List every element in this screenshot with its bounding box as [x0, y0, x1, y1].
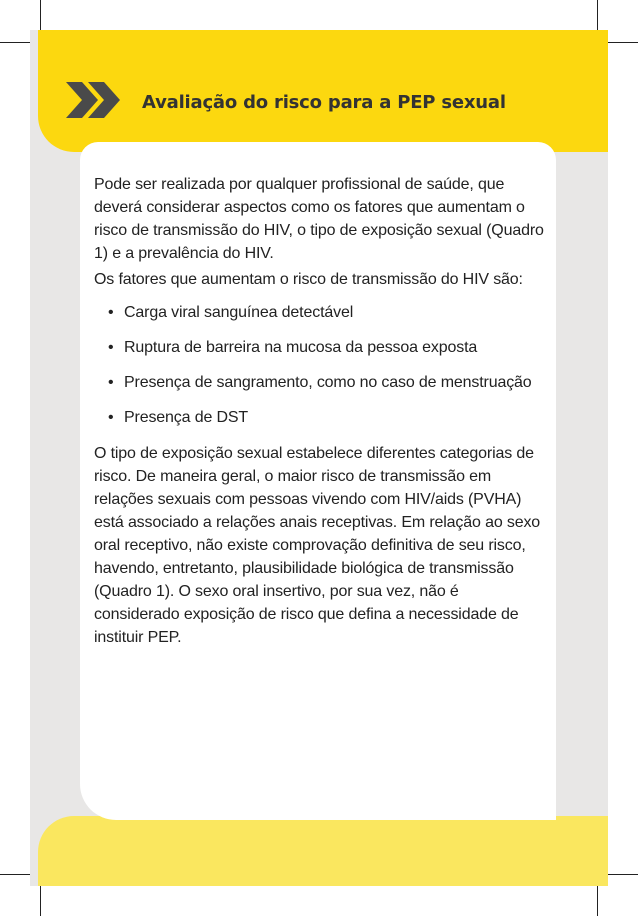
crop-mark — [597, 0, 598, 30]
crop-mark — [0, 874, 30, 875]
bullet: • — [108, 374, 114, 391]
bullet: • — [108, 409, 114, 426]
closing-paragraph: O tipo de exposição sexual estabelece diferentes categorias de risco. De maneira geral, o maior risco de transmissão em relações sexuais com pessoas vivendo com HIV/aids (PVHA) está associado a relações anais receptivas. Em relação ao sexo oral receptivo, não existe comprovação definitiva de seu risco, havendo, entretanto, plausibilidade biológica de transmissão (Quadro 1). O sexo oral insertivo, por sua vez, não é considerado exposição de risco que defina a necessidade de instituir PEP. — [94, 445, 541, 646]
list-item-text: Ruptura de barreira na mucosa da pessoa exposta — [124, 339, 478, 356]
crop-mark — [0, 42, 30, 43]
crop-mark — [608, 42, 638, 43]
list-item-text: Presença de sangramento, como no caso de menstruação — [124, 374, 532, 391]
list-item-text: Carga viral sanguínea detectável — [124, 304, 354, 321]
crop-mark — [597, 886, 598, 916]
risk-factors-list — [94, 302, 546, 429]
crop-mark — [40, 886, 41, 916]
section-title: Avaliação do risco para a PEP sexual — [142, 92, 506, 113]
double-chevron-icon — [64, 80, 124, 120]
intro-paragraph: Pode ser realizada por qualquer profissional de saúde, que deverá considerar aspectos como os fatores que aumentam o risco de transmissão do HIV, o tipo de exposição sexual (Quadro 1) e a prevalência do HIV. — [94, 176, 544, 262]
list-item — [108, 302, 546, 324]
crop-mark — [608, 874, 638, 875]
bullet: • — [108, 304, 114, 321]
list-item — [108, 337, 546, 359]
list-item — [108, 372, 546, 394]
list-item — [108, 407, 546, 429]
crop-mark — [40, 0, 41, 30]
bullet: • — [108, 339, 114, 356]
list-item-text: Presença de DST — [124, 409, 249, 426]
footer-band — [38, 816, 608, 886]
body-text — [94, 173, 546, 652]
factors-intro: Os fatores que aumentam o risco de transmissão do HIV são: — [94, 271, 523, 288]
